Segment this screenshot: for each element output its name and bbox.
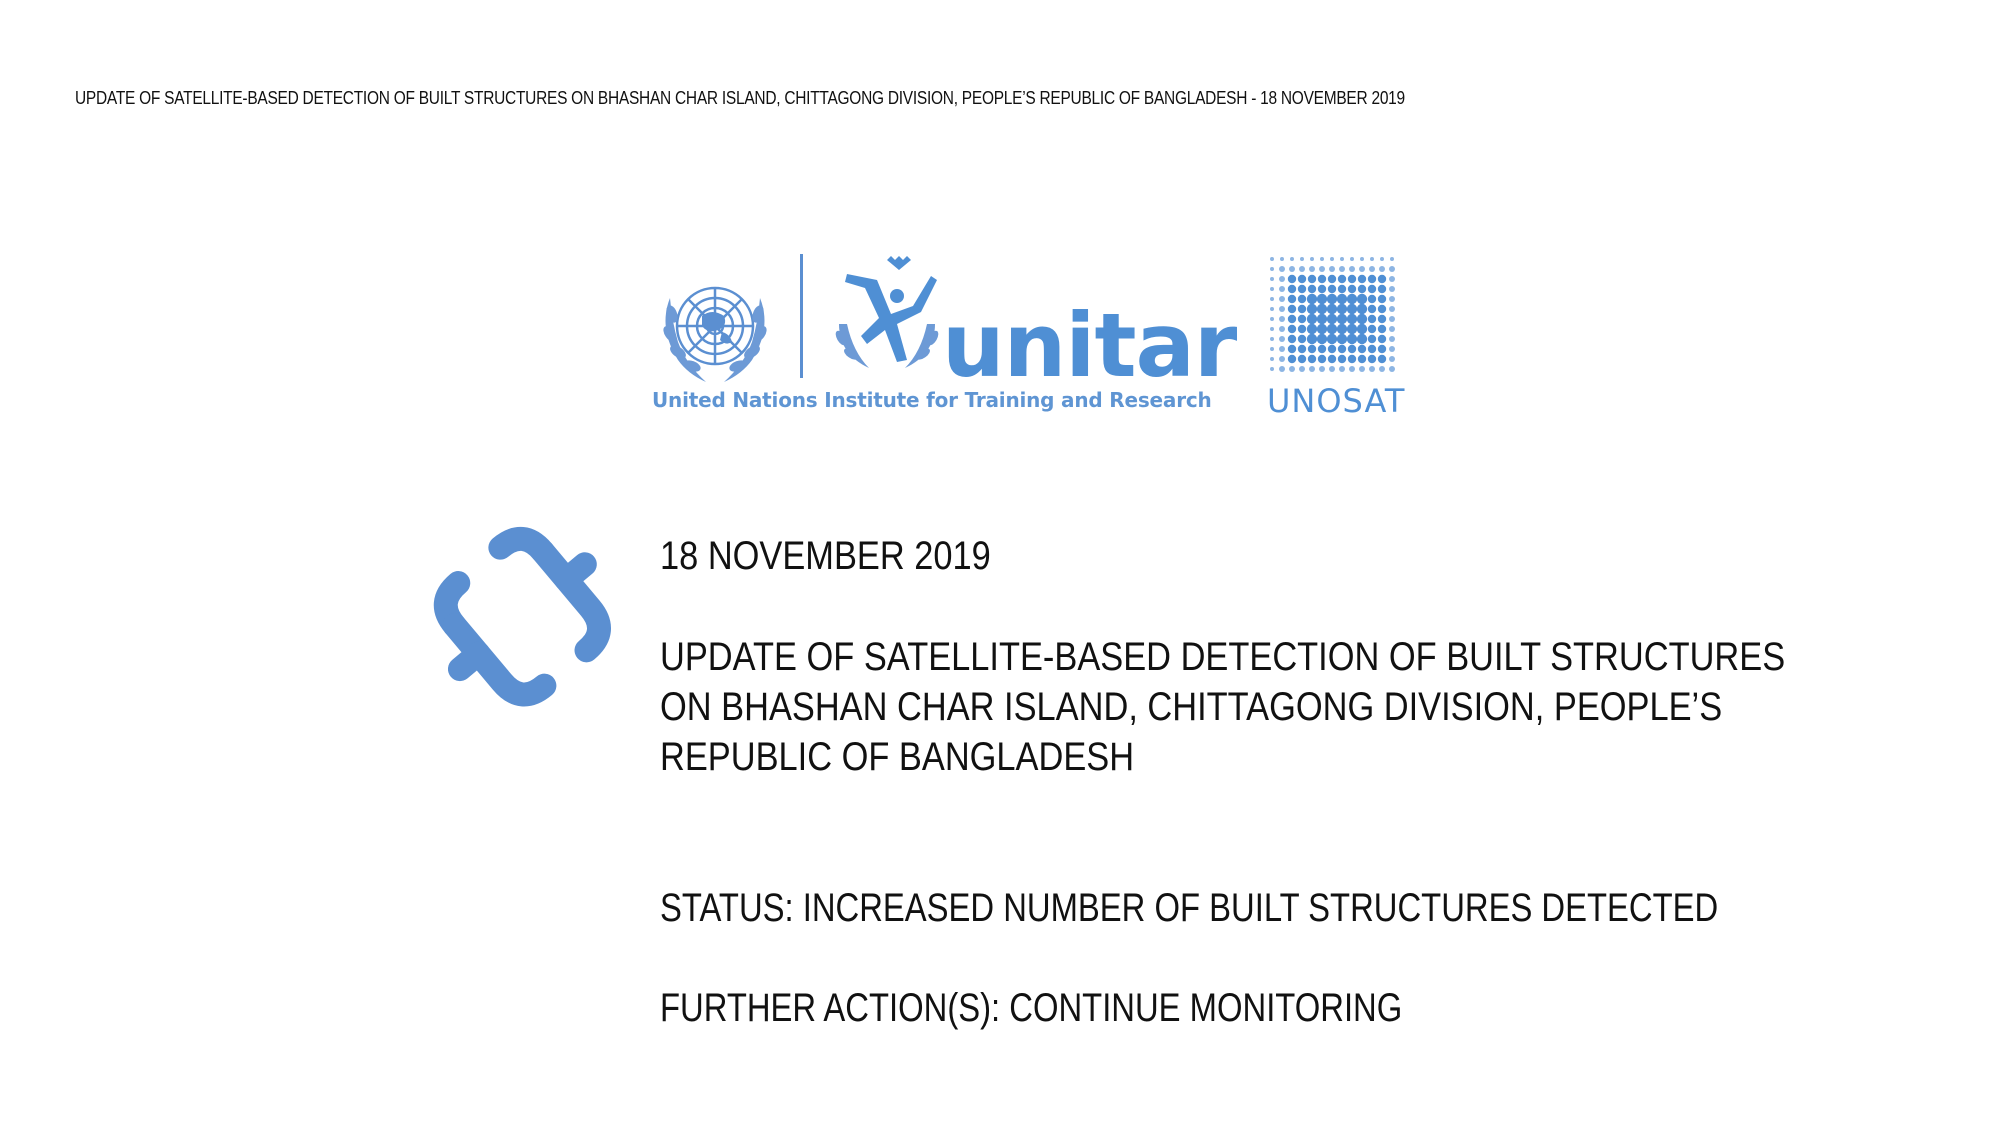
unosat-dot	[1279, 356, 1285, 362]
unosat-dot	[1279, 266, 1285, 272]
report-date: 18 NOVEMBER 2019	[660, 534, 991, 578]
unosat-dot	[1298, 285, 1306, 293]
unosat-dot	[1308, 355, 1316, 363]
unosat-dot	[1279, 316, 1285, 322]
unosat-dot	[1338, 285, 1346, 293]
unosat-dot	[1308, 345, 1316, 353]
report-status: STATUS: INCREASED NUMBER OF BUILT STRUCTURES DETECTED	[660, 886, 1719, 930]
unosat-dot	[1359, 366, 1365, 372]
unosat-dot	[1270, 257, 1274, 261]
unosat-dot	[1270, 277, 1274, 281]
unosat-dot	[1357, 294, 1367, 304]
logo-row	[652, 250, 1412, 430]
unosat-dot	[1368, 275, 1376, 283]
unosat-dot	[1379, 266, 1385, 272]
unosat-dot	[1358, 285, 1366, 293]
unosat-dot	[1330, 257, 1334, 261]
unosat-dot	[1368, 305, 1376, 313]
unosat-dot	[1298, 295, 1306, 303]
unosat-dot	[1279, 276, 1285, 282]
unosat-dot	[1288, 345, 1296, 353]
unosat-dot	[1270, 337, 1274, 341]
unosat-dot	[1378, 275, 1386, 283]
unosat-dot	[1350, 257, 1354, 261]
unosat-dot	[1318, 355, 1326, 363]
unosat-dot	[1357, 304, 1367, 314]
unosat-dot	[1308, 275, 1316, 283]
unosat-dot	[1357, 334, 1367, 344]
unosat-dot	[1327, 294, 1337, 304]
unosat-dot	[1298, 355, 1306, 363]
unosat-dot	[1378, 285, 1386, 293]
unosat-dot	[1337, 314, 1347, 324]
unosat-dot	[1378, 305, 1386, 313]
unosat-dot	[1317, 314, 1327, 324]
unosat-dot	[1370, 257, 1374, 261]
unosat-dot	[1299, 266, 1305, 272]
unosat-dot	[1310, 257, 1314, 261]
unosat-dot	[1279, 346, 1285, 352]
unosat-dot	[1338, 275, 1346, 283]
unosat-dot	[1328, 345, 1336, 353]
unosat-dot	[1349, 266, 1355, 272]
unosat-dot	[1389, 266, 1395, 272]
unosat-dot	[1307, 334, 1317, 344]
unosat-dot	[1337, 304, 1347, 314]
unosat-dot	[1389, 346, 1395, 352]
unosat-dot	[1328, 275, 1336, 283]
unosat-dot	[1347, 304, 1357, 314]
unosat-dot	[1358, 355, 1366, 363]
unosat-dot	[1309, 266, 1315, 272]
unosat-dot	[1288, 305, 1296, 313]
unosat-dot	[1279, 286, 1285, 292]
unosat-dot	[1368, 295, 1376, 303]
unosat-wordmark: UNOSAT	[1267, 382, 1406, 420]
unosat-dot	[1318, 285, 1326, 293]
unosat-dot	[1279, 336, 1285, 342]
unosat-dot	[1348, 345, 1356, 353]
unosat-dot	[1279, 296, 1285, 302]
logo-divider	[800, 254, 803, 378]
unosat-dot	[1327, 304, 1337, 314]
unosat-dot	[1327, 334, 1337, 344]
unosat-dot	[1389, 276, 1395, 282]
unosat-dots-icon	[1267, 254, 1397, 376]
unosat-dot	[1317, 294, 1327, 304]
unosat-dot	[1389, 366, 1395, 372]
unosat-dot	[1288, 335, 1296, 343]
unosat-dot	[1389, 356, 1395, 362]
unosat-dot	[1337, 324, 1347, 334]
unosat-dot	[1327, 314, 1337, 324]
unosat-dot	[1280, 257, 1284, 261]
unosat-dot	[1288, 295, 1296, 303]
unitar-wordmark: unitar	[942, 294, 1237, 397]
unosat-dot	[1368, 315, 1376, 323]
unosat-dot	[1347, 324, 1357, 334]
unosat-dot	[1270, 307, 1274, 311]
unosat-dot	[1389, 306, 1395, 312]
unosat-dot	[1357, 324, 1367, 334]
unosat-dot	[1378, 335, 1386, 343]
unosat-dot	[1368, 355, 1376, 363]
unosat-dot	[1349, 366, 1355, 372]
unosat-dot	[1270, 287, 1274, 291]
unosat-dot	[1319, 366, 1325, 372]
unosat-dot	[1289, 366, 1295, 372]
unosat-dot	[1317, 304, 1327, 314]
unosat-dot	[1360, 257, 1364, 261]
unosat-dot	[1368, 285, 1376, 293]
unosat-dot	[1358, 275, 1366, 283]
unosat-dot	[1389, 336, 1395, 342]
unosat-dot	[1380, 257, 1384, 261]
unosat-dot	[1298, 315, 1306, 323]
curved-brackets-icon	[425, 520, 620, 715]
unosat-dot	[1328, 355, 1336, 363]
unosat-dot	[1289, 266, 1295, 272]
unitar-figure-icon	[827, 254, 947, 374]
unosat-dot	[1298, 325, 1306, 333]
unosat-dot	[1348, 355, 1356, 363]
unosat-dot	[1347, 314, 1357, 324]
unosat-dot	[1298, 275, 1306, 283]
unosat-dot	[1378, 295, 1386, 303]
unosat-dot	[1317, 324, 1327, 334]
unosat-dot	[1327, 324, 1337, 334]
unosat-dot	[1348, 275, 1356, 283]
unosat-dot	[1298, 335, 1306, 343]
header-title: UPDATE OF SATELLITE-BASED DETECTION OF BUILT STRUCTURES ON BHASHAN CHAR ISLAND, CHITTAGONG DIVISION, PEOPLE’S REPUBLIC OF BANGLADESH - 18 NOVEMBER 2019	[75, 88, 1405, 108]
unosat-dot	[1298, 345, 1306, 353]
unosat-dot	[1378, 355, 1386, 363]
unosat-dot	[1358, 345, 1366, 353]
unosat-dot	[1338, 345, 1346, 353]
unosat-dot	[1329, 266, 1335, 272]
unosat-dot	[1317, 334, 1327, 344]
unosat-dot	[1389, 316, 1395, 322]
unosat-dot	[1389, 326, 1395, 332]
unosat-dot	[1340, 257, 1344, 261]
unosat-dot	[1339, 266, 1345, 272]
unosat-dot	[1389, 296, 1395, 302]
un-emblem-icon	[652, 268, 778, 394]
unosat-dot	[1359, 266, 1365, 272]
unosat-dot	[1328, 285, 1336, 293]
unitar-subtitle: United Nations Institute for Training and Research	[652, 388, 1212, 412]
unosat-dot	[1288, 355, 1296, 363]
unosat-dot	[1319, 266, 1325, 272]
unosat-dot	[1288, 285, 1296, 293]
unosat-dot	[1270, 327, 1274, 331]
unosat-dot	[1357, 314, 1367, 324]
unosat-dot	[1307, 324, 1317, 334]
unosat-dot	[1279, 306, 1285, 312]
unosat-dot	[1270, 267, 1274, 271]
unosat-dot	[1378, 315, 1386, 323]
unosat-dot	[1300, 257, 1304, 261]
unosat-dot	[1369, 266, 1375, 272]
unosat-dot	[1299, 366, 1305, 372]
unosat-dot	[1308, 285, 1316, 293]
unosat-dot	[1337, 334, 1347, 344]
unosat-dot	[1270, 357, 1274, 361]
unosat-dot	[1339, 366, 1345, 372]
unosat-dot	[1270, 297, 1274, 301]
unosat-dot	[1368, 325, 1376, 333]
unosat-dot	[1337, 294, 1347, 304]
unosat-dot	[1378, 345, 1386, 353]
unosat-dot	[1307, 294, 1317, 304]
unosat-dot	[1270, 367, 1274, 371]
unosat-dot	[1369, 366, 1375, 372]
unosat-dot	[1368, 345, 1376, 353]
unosat-dot	[1379, 366, 1385, 372]
unosat-dot	[1318, 345, 1326, 353]
unosat-dot	[1288, 325, 1296, 333]
unosat-dot	[1307, 304, 1317, 314]
unosat-dot	[1290, 257, 1294, 261]
unosat-dot	[1279, 326, 1285, 332]
unosat-dot	[1298, 305, 1306, 313]
unosat-dot	[1320, 257, 1324, 261]
unosat-dot	[1348, 285, 1356, 293]
unosat-dot	[1288, 315, 1296, 323]
unosat-dot	[1347, 294, 1357, 304]
unosat-dot	[1390, 257, 1394, 261]
unosat-dot	[1307, 314, 1317, 324]
report-further-action: FURTHER ACTION(S): CONTINUE MONITORING	[660, 986, 1403, 1030]
unosat-dot	[1338, 355, 1346, 363]
unosat-dot	[1389, 286, 1395, 292]
report-text-block	[660, 532, 1910, 782]
unosat-dot	[1368, 335, 1376, 343]
unosat-dot	[1329, 366, 1335, 372]
unosat-dot	[1270, 317, 1274, 321]
unosat-dot	[1309, 366, 1315, 372]
unosat-dot	[1318, 275, 1326, 283]
unosat-dot	[1279, 366, 1285, 372]
unosat-dot	[1270, 347, 1274, 351]
unosat-dot	[1288, 275, 1296, 283]
unosat-dot	[1347, 334, 1357, 344]
unosat-dot	[1378, 325, 1386, 333]
report-title: UPDATE OF SATELLITE-BASED DETECTION OF BUILT STRUCTURES ON BHASHAN CHAR ISLAND, CHITTAGONG DIVISION, PEOPLE’S REPUBLIC OF BANGLADESH	[660, 635, 1786, 779]
